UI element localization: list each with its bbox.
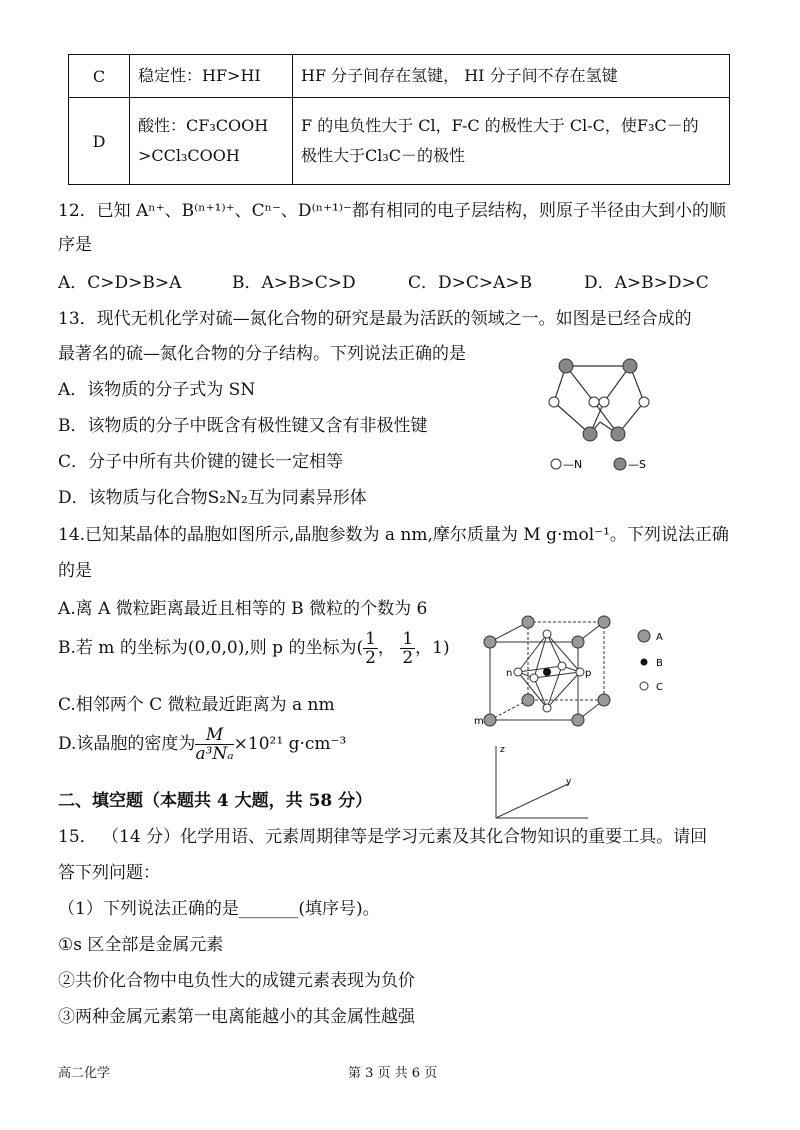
atom-a: [598, 616, 610, 628]
q12-stem-cont: 序是: [58, 235, 92, 255]
s-atom: [583, 427, 597, 441]
q12-stem: 12．已知 Aⁿ⁺、B⁽ⁿ⁺¹⁾⁺、Cⁿ⁻、D⁽ⁿ⁺¹⁾⁻都有相同的电子层结构，则原子半径由大到小的顺: [58, 201, 727, 221]
footer-page-number: 第 3 页 共 6 页: [348, 1066, 438, 1081]
s-atom: [559, 359, 573, 373]
q14-option-b-end: 1): [432, 638, 450, 658]
fraction-num: 1: [402, 629, 414, 649]
q14-option-d-text: D.该晶胞的密度为: [58, 734, 196, 754]
density-den: a³Nₐ: [195, 744, 234, 764]
n-atom: [549, 397, 559, 407]
row-reason-line: 极性大于Cl₃C－的极性: [301, 146, 466, 165]
q13-stem: 13．现代无机化学对硫—氮化合物的研究是最为活跃的领域之一。如图是已经合成的: [58, 309, 692, 329]
legend-n-icon: [551, 459, 561, 469]
row-fact: [130, 98, 293, 185]
atom-a: [484, 714, 496, 726]
comparison-table: [68, 54, 730, 185]
label-n: n: [506, 668, 513, 679]
density-num: M: [195, 726, 233, 745]
legend-s-icon: [614, 458, 626, 470]
q15-stem-cont: 答下列问题：: [58, 863, 160, 883]
atom-c: [576, 668, 584, 676]
atom-a: [572, 636, 584, 648]
q15-item: ③两种金属元素第一电离能越小的其金属性越强: [58, 1007, 415, 1027]
atom-c: [543, 704, 551, 712]
q12-option-b: B．A>B>C>D: [232, 273, 356, 293]
legend-a-icon: [638, 630, 650, 642]
q14-option-d-suffix: ×10²¹ g·cm⁻³: [233, 734, 347, 754]
atom-a: [598, 694, 610, 706]
q13-option-b: B．该物质的分子中既含有极性键又含有非极性键: [58, 416, 428, 436]
q14-option-b-text: B.若 m 的坐标为(0,0,0),则 p 的坐标为(: [58, 638, 364, 658]
q13-stem-cont: 最著名的硫—氮化合物的分子结构。下列说法正确的是: [58, 344, 466, 364]
q15-stem: 15． （14 分）化学用语、元素周期律等是学习元素及其化合物知识的重要工具。请回: [58, 827, 708, 847]
atom-a: [522, 694, 534, 706]
row-reason: [293, 98, 730, 185]
legend-c-icon: [640, 682, 648, 690]
q13-option-c: C．分子中所有共价键的键长一定相等: [58, 452, 344, 472]
legend-c-label: C: [656, 682, 663, 693]
fraction: [400, 630, 415, 667]
s-atom: [623, 359, 637, 373]
atom-c: [543, 630, 551, 638]
fraction-den: 2: [365, 648, 376, 668]
legend-n-label: —N: [563, 458, 583, 471]
axis-z-label: z: [500, 745, 505, 755]
fraction: [363, 630, 378, 667]
s-atom: [611, 427, 625, 441]
fraction-num: 1: [365, 629, 376, 649]
q12-option-a: A．C>D>B>A: [58, 273, 182, 293]
row-fact-line: >CCl₃COOH: [138, 146, 240, 165]
n-atom: [589, 397, 599, 407]
q14-stem: 14.已知某晶体的晶胞如图所示,晶胞参数为 a nm,摩尔质量为 M g·mol⁻¹。下列说法正确: [58, 525, 729, 545]
crystal-cell-figure: [470, 612, 670, 744]
q14-stem-cont: 的是: [58, 561, 92, 581]
axis-y-label: y: [566, 777, 572, 787]
n-atom: [639, 397, 649, 407]
q15-item: ①s 区全部是金属元素: [58, 935, 224, 955]
row-reason-line: F 的电负性大于 Cl，F-C 的极性大于 Cl-C，使F₃C－的: [301, 116, 699, 135]
row-label: C: [69, 55, 130, 98]
legend-a-label: A: [656, 632, 663, 643]
label-m: m: [474, 716, 484, 727]
q14-option-a: A.离 A 微粒距离最近且相等的 B 微粒的个数为 6: [58, 599, 428, 619]
row-label: D: [69, 98, 130, 185]
atom-c: [514, 668, 522, 676]
section-title: 二、填空题（本题共 4 大题，共 58 分）: [58, 791, 373, 811]
row-fact: 稳定性：HF>HI: [130, 55, 293, 98]
density-fraction: [195, 726, 233, 763]
q14-option-c: C.相邻两个 C 微粒最近距离为 a nm: [58, 695, 335, 715]
q15-item: ②共价化合物中电负性大的成键元素表现为负价: [58, 971, 415, 991]
atom-c: [530, 674, 538, 682]
axes-sketch: [488, 740, 598, 822]
table-row: [69, 98, 730, 185]
fraction-den: 2: [402, 648, 414, 668]
q15-subquestion: （1）下列说法正确的是_______(填序号)。: [58, 899, 380, 919]
atom-c: [558, 662, 566, 670]
q13-option-d: D．该物质与化合物S₂N₂互为同素异形体: [58, 488, 367, 508]
atom-b: [543, 668, 551, 676]
q14-option-d: [58, 726, 346, 763]
footer-subject: 高二化学: [58, 1066, 111, 1081]
legend-s-label: —S: [628, 458, 646, 471]
legend-b-label: B: [656, 658, 663, 669]
row-reason: HF 分子间存在氢键， HI 分子间不存在氢键: [293, 55, 730, 98]
n-atom: [599, 397, 609, 407]
table-row: [69, 55, 730, 98]
q13-option-a: A．该物质的分子式为 SN: [58, 380, 256, 400]
q14-option-b: B.若 m 的坐标为(0,0,0),则 p 的坐标为( $\frac{1}{2}$ ， $\frac{1}{2}$ ，1): [58, 629, 450, 668]
row-fact-line: 酸性：CF₃COOH: [138, 116, 269, 135]
label-p: p: [585, 668, 592, 679]
atom-a: [484, 636, 496, 648]
legend-b-icon: [641, 659, 648, 666]
atom-a: [572, 714, 584, 726]
atom-a: [522, 616, 534, 628]
q12-option-c: C．D>C>A>B: [408, 273, 533, 293]
sulfur-nitrogen-molecule-figure: [540, 352, 680, 482]
q12-option-d: D．A>B>D>C: [584, 273, 709, 293]
